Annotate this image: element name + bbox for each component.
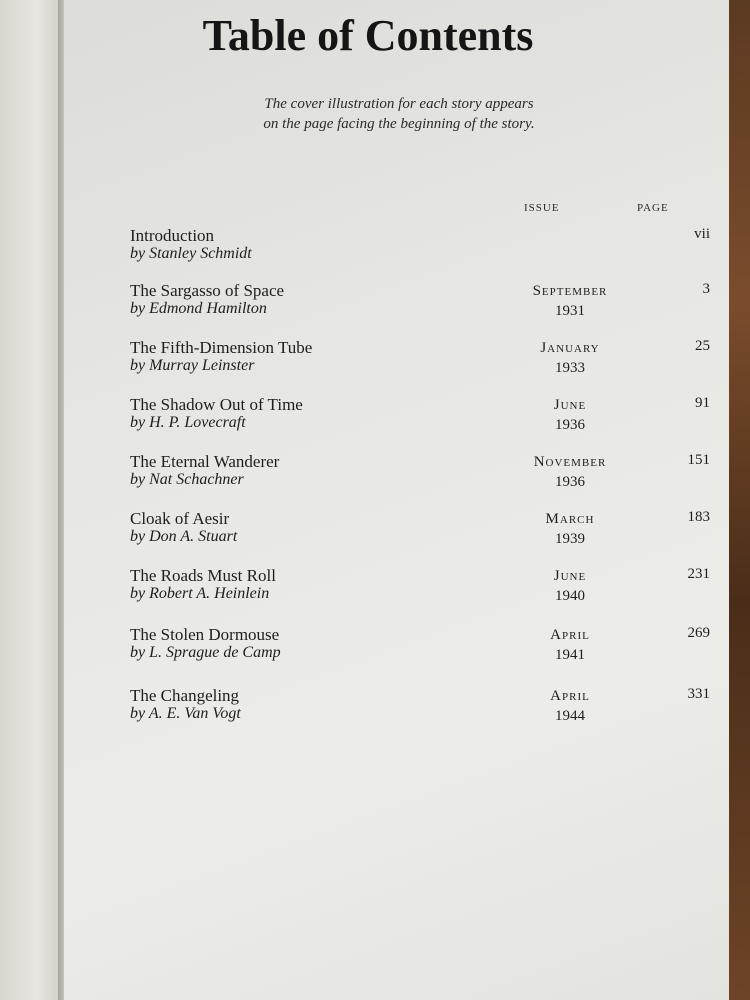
issue-month: June (553, 568, 587, 584)
issue-year: 1941 (555, 647, 585, 663)
toc-entry (130, 452, 710, 502)
issue-month: June (553, 397, 587, 413)
toc-entry (130, 338, 710, 388)
note-line: The cover illustration for each story appears (264, 96, 534, 112)
entry-page: 25 (695, 338, 710, 354)
entry-page: 231 (687, 566, 710, 582)
toc-list (64, 0, 729, 1000)
entry-page: 91 (695, 395, 710, 411)
entry-page: 269 (687, 625, 710, 641)
entry-page: 151 (687, 452, 710, 468)
entry-author: by Edmond Hamilton (130, 300, 267, 317)
toc-entry (130, 281, 710, 331)
issue-column-header: ISSUE (524, 202, 560, 214)
issue-month: March (545, 511, 595, 527)
issue-month: January (540, 340, 600, 356)
entry-title: The Shadow Out of Time (130, 395, 303, 414)
issue-year: 1936 (555, 417, 585, 433)
toc-entry (130, 395, 710, 445)
entry-author: by Stanley Schmidt (130, 245, 252, 262)
entry-author: by Don A. Stuart (130, 528, 238, 545)
issue-month: April (550, 627, 590, 643)
entry-title: The Fifth-Dimension Tube (130, 338, 313, 357)
entry-title: The Roads Must Roll (130, 566, 276, 585)
toc-entry (130, 509, 710, 559)
issue-year: 1944 (555, 708, 585, 724)
page-column-header: PAGE (637, 202, 669, 214)
entry-page: vii (694, 226, 710, 242)
issue-year: 1933 (555, 360, 585, 376)
entry-author: by Murray Leinster (130, 357, 255, 374)
entry-author: by H. P. Lovecraft (130, 414, 246, 431)
issue-year: 1940 (555, 588, 585, 604)
wooden-surface (728, 0, 750, 1000)
entry-page: 331 (687, 686, 710, 702)
toc-entry (130, 566, 710, 616)
entry-page: 3 (702, 281, 710, 297)
issue-year: 1936 (555, 474, 585, 490)
issue-year: 1931 (555, 303, 585, 319)
entry-title: The Sargasso of Space (130, 281, 285, 300)
entry-title: The Stolen Dormouse (130, 625, 280, 644)
toc-entry (130, 686, 710, 736)
entry-author: by A. E. Van Vogt (130, 705, 241, 722)
entry-title: The Eternal Wanderer (130, 452, 280, 471)
issue-month: November (533, 454, 607, 470)
toc-entry (130, 226, 710, 276)
issue-year: 1939 (555, 531, 585, 547)
issue-month: September (532, 283, 608, 299)
page-title: Table of Contents (202, 11, 534, 60)
note-line: on the page facing the beginning of the story. (263, 116, 535, 132)
entry-title: Cloak of Aesir (130, 509, 230, 528)
entry-author: by L. Sprague de Camp (130, 644, 281, 661)
entry-title: Introduction (130, 226, 215, 245)
entry-title: The Changeling (130, 686, 240, 705)
book-page (64, 0, 729, 1000)
adjacent-page-edge (0, 0, 60, 1000)
entry-author: by Robert A. Heinlein (130, 585, 270, 602)
entry-author: by Nat Schachner (130, 471, 244, 488)
issue-month: April (550, 688, 590, 704)
entry-page: 183 (687, 509, 710, 525)
toc-entry (130, 625, 710, 675)
